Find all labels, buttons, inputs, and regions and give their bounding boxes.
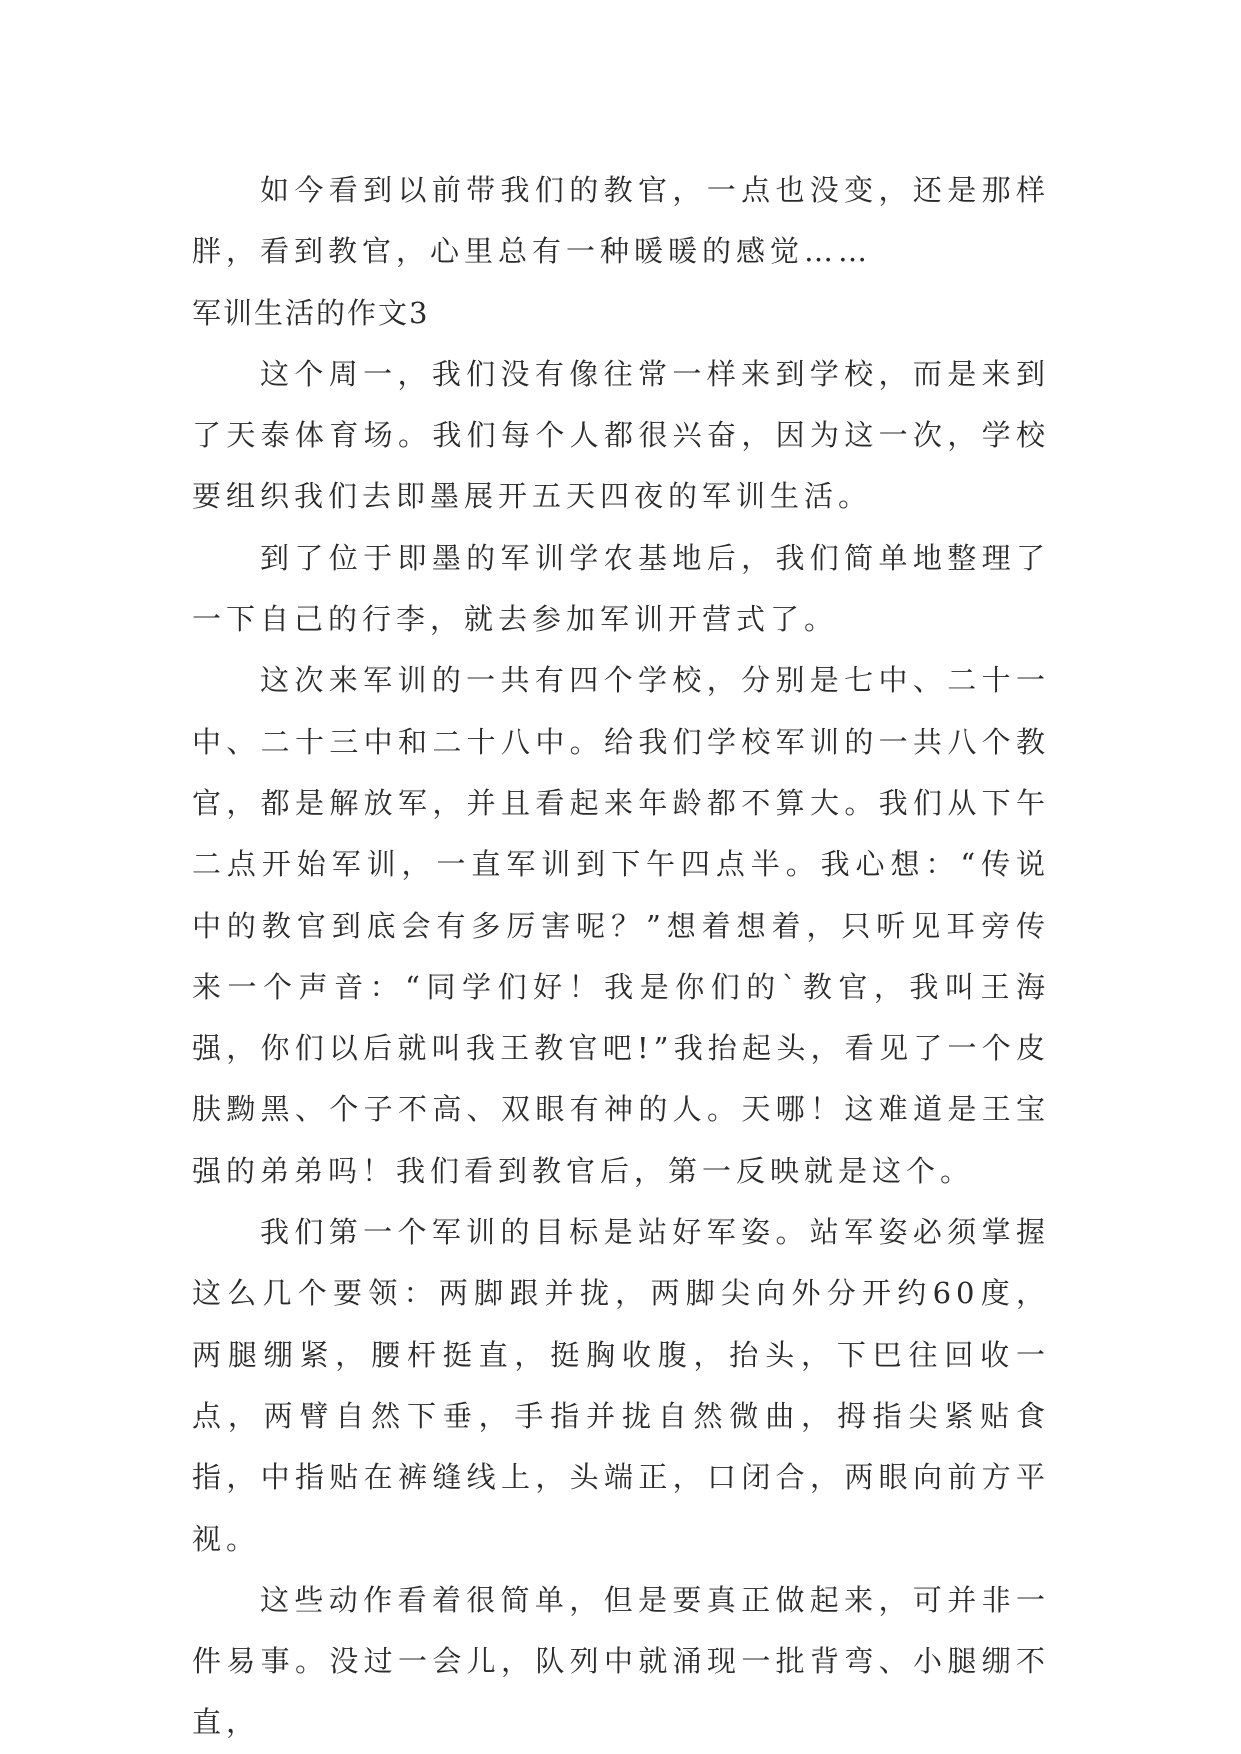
section-heading: 军训生活的作文3 (192, 295, 430, 330)
paragraph-instructor: 这次来军训的一共有四个学校，分别是七中、二十一中、二十三中和二十八中。给我们学校军训的一共八个教官，都是解放军，并且看起来年龄都不算大。我们从下午二点开始军训，一直军训到下午四点半。我心想：“传说中的教官到底会有多厉害呢？”想着想着，只听见耳旁传来一个声音：“同学们好！我是你们的`教官，我叫王海强，你们以后就叫我王教官吧!”我抬起头，看见了一个皮肤黝黑、个子不高、双眼有神的人。天哪！这难道是王宝强的弟弟吗！我们看到教官后，第一反映就是这个。 (192, 663, 1050, 1188)
paragraph-intro: 如今看到以前带我们的教官，一点也没变，还是那样胖，看到教官，心里总有一种暖暖的感觉…… (192, 173, 1050, 269)
paragraph-posture: 我们第一个军训的目标是站好军姿。站军姿必须掌握这么几个要领：两脚跟并拢，两脚尖向外分开约60度，两腿绷紧，腰杆挺直，挺胸收腹，抬头，下巴往回收一点，两臂自然下垂，手指并拢自然微曲，拇指尖紧贴食指，中指贴在裤缝线上，头端正，口闭合，两眼向前方平视。 (192, 1215, 1050, 1556)
paragraph-difficulty: 这些动作看着很简单，但是要真正做起来，可并非一件易事。没过一会儿，队列中就涌现一批背弯、小腿绷不直， (192, 1582, 1050, 1740)
document-body (192, 160, 1050, 1754)
paragraph-base: 到了位于即墨的军训学农基地后，我们简单地整理了一下自己的行李，就去参加军训开营式了。 (192, 540, 1050, 637)
paragraph-arrival: 这个周一，我们没有像往常一样来到学校，而是来到了天泰体育场。我们每个人都很兴奋，因为这一次，学校要组织我们去即墨展开五天四夜的军训生活。 (192, 356, 1050, 514)
